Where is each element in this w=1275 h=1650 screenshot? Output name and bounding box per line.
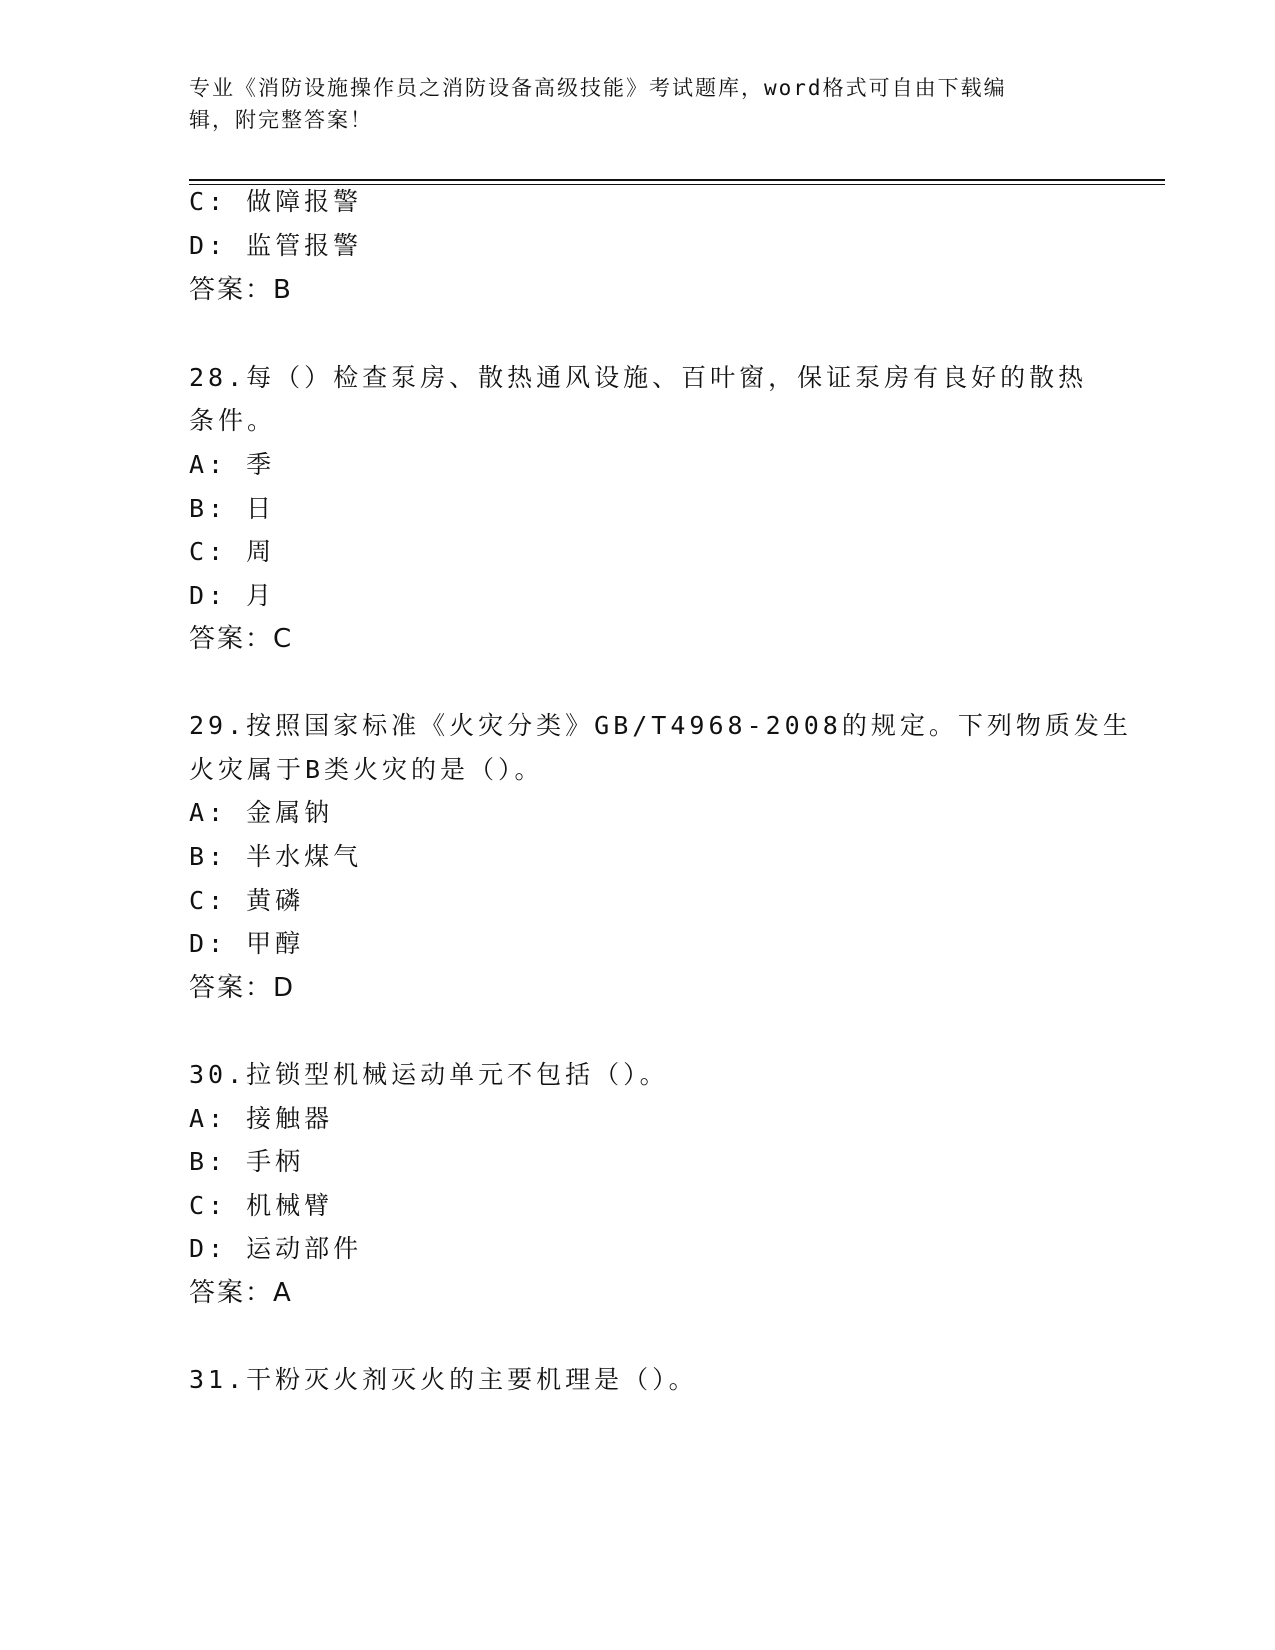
q30-option-d: D: 运动部件 (189, 1234, 363, 1263)
q29-stem-line-1: 29.按照国家标准《火灾分类》GB/T4968-2008的规定。下列物质发生 (189, 711, 1132, 740)
header-divider-thick (189, 179, 1165, 181)
header-line-2: 辑，附完整答案！ (189, 108, 373, 132)
q30-answer: 答案：A (189, 1278, 293, 1308)
q28-answer: 答案：C (189, 624, 294, 654)
q28-option-b: B: 日 (189, 494, 276, 523)
q28-option-a: A: 季 (189, 450, 276, 479)
q29-option-c: C: 黄磷 (189, 886, 305, 915)
q28-stem-line-1: 28.每（）检查泵房、散热通风设施、百叶窗，保证泵房有良好的散热 (189, 363, 1088, 392)
q29-option-b: B: 半水煤气 (189, 842, 363, 871)
header-divider-thin (189, 184, 1165, 185)
document-header (189, 72, 1089, 136)
q30-option-b: B: 手柄 (189, 1147, 305, 1176)
q30-option-a: A: 接触器 (189, 1104, 334, 1133)
q30-stem-line-1: 30.拉锁型机械运动单元不包括（）。 (189, 1060, 669, 1089)
q31-stem-line-1: 31.干粉灭火剂灭火的主要机理是（）。 (189, 1365, 698, 1394)
q28-stem-line-2: 条件。 (189, 406, 277, 435)
q29-answer: 答案：D (189, 973, 296, 1003)
q29-option-d: D: 甲醇 (189, 929, 305, 958)
q27-option-d: D: 监管报警 (189, 231, 363, 260)
q27-answer: 答案：B (189, 275, 293, 305)
q29-option-a: A: 金属钠 (189, 798, 334, 827)
q30-option-c: C: 机械臂 (189, 1191, 334, 1220)
q28-option-c: C: 周 (189, 537, 276, 566)
header-line-1: 专业《消防设施操作员之消防设备高级技能》考试题库，word格式可自由下载编 (189, 76, 1007, 100)
q29-stem-line-2: 火灾属于B类火灾的是（）。 (189, 755, 544, 784)
q28-option-d: D: 月 (189, 581, 276, 610)
q27-option-c: C: 做障报警 (189, 187, 363, 216)
